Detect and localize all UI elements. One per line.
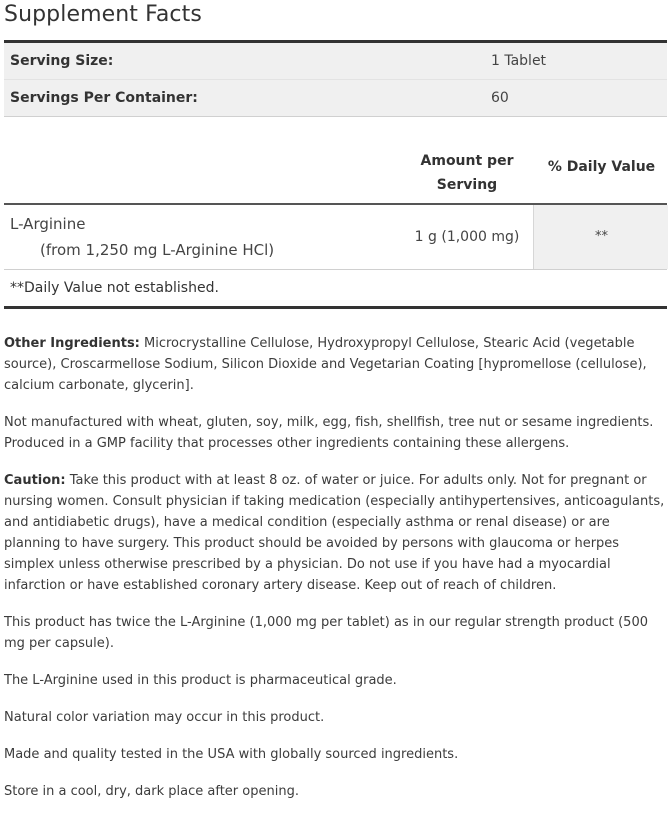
daily-value-footnote: **Daily Value not established. [10, 280, 219, 296]
serving-size-row [4, 43, 667, 80]
footnote-row [4, 270, 667, 309]
ingredient-name: L-Arginine [10, 215, 86, 233]
storage-note: Store in a cool, dry, dark place after opening. [4, 784, 299, 799]
ingredient-row [4, 205, 667, 270]
grade-note: The L-Arginine used in this product is pharmaceutical grade. [4, 673, 397, 688]
amount-header-line1: Amount per [420, 153, 514, 169]
amount-header-line2: Serving [436, 177, 498, 193]
caution-label: Caution: [4, 473, 66, 488]
other-ingredients-label: Other Ingredients: [4, 336, 140, 351]
origin-note: Made and quality tested in the USA with globally sourced ingredients. [4, 747, 459, 762]
supplement-facts-table [4, 40, 667, 309]
caution-paragraph [4, 470, 668, 596]
page-title: Supplement Facts [4, 2, 202, 27]
other-ingredients-text: Microcrystalline Cellulose, Hydroxypropyl Cellulose, Stearic Acid (vegetable source), Croscarmellose Sodium, Silicon Dioxide and Vegetarian Coating [hypromellose (cellulose), calcium carbonate, glycerin]. [4, 336, 647, 393]
amount-per-serving-header [404, 149, 530, 197]
other-ingredients-paragraph [4, 333, 668, 396]
table-header-row [4, 117, 667, 205]
caution-text: Take this product with at least 8 oz. of water or juice. For adults only. Not for pregnant or nursing women. Consult physician if taking medication (especially antihypertensives, anticoagulants, and antidiabetic drugs), have a medical condition (especially asthma or renal disease) or are planning to have surgery. This product should be avoided by persons with glaucoma or herpes simplex unless otherwise prescribed by a physician. Do not use if you have had a myocardial infarction or have established coronary artery disease. Keep out of reach of children. [4, 473, 665, 593]
daily-value-header: % Daily Value [547, 159, 656, 175]
strength-note: This product has twice the L-Arginine (1,000 mg per tablet) as in our regular strength product (500 mg per capsule). [4, 615, 648, 651]
serving-size-label: Serving Size: [10, 53, 114, 69]
serving-size-value: 1 Tablet [491, 53, 547, 69]
ingredient-source: (from 1,250 mg L-Arginine HCl) [40, 241, 275, 259]
ingredient-daily-value: ** [595, 229, 608, 244]
ingredient-amount: 1 g (1,000 mg) [414, 229, 520, 245]
allergen-note: Not manufactured with wheat, gluten, soy, milk, egg, fish, shellfish, tree nut or sesame ingredients. Produced in a GMP facility that processes other ingredients containing these allergens. [4, 415, 654, 451]
color-note: Natural color variation may occur in this product. [4, 710, 325, 725]
servings-per-container-row [4, 80, 667, 117]
product-notes [4, 333, 668, 818]
servings-per-container-label: Servings Per Container: [10, 90, 198, 106]
servings-per-container-value: 60 [491, 90, 509, 106]
